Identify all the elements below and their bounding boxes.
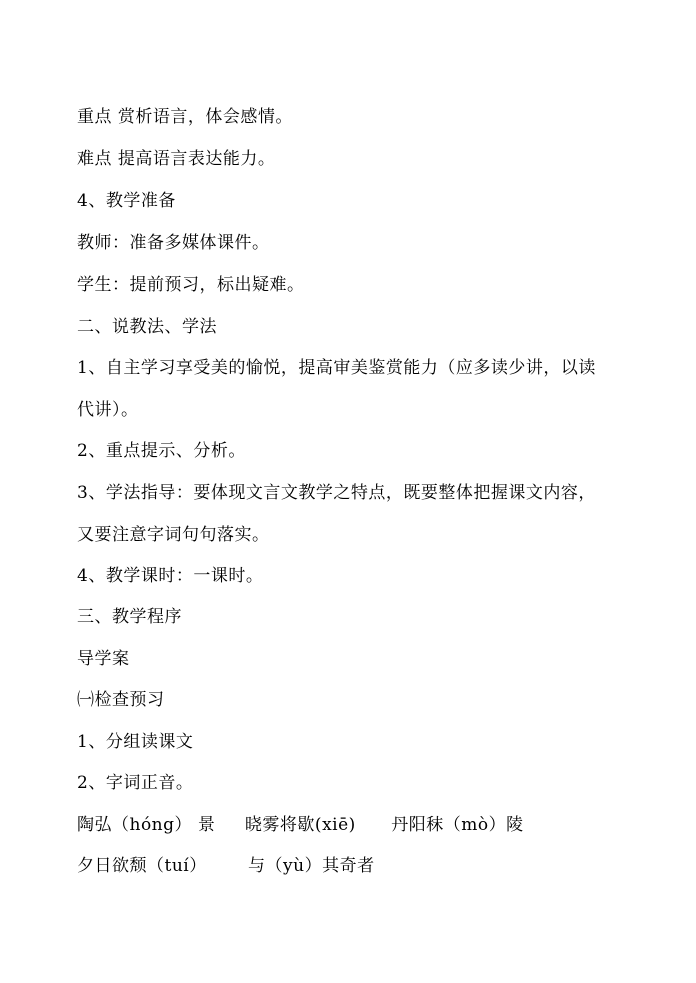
text-line: 二、说教法、学法 (77, 317, 217, 337)
text-line: 陶弘（hóng） 景 晓雾将歇(xiē) 丹阳秣（mò）陵 (77, 815, 524, 835)
text-line: 三、教学程序 (77, 607, 182, 627)
text-line: 2、字词正音。 (77, 773, 194, 793)
text-line: 难点 提高语言表达能力。 (77, 149, 276, 169)
text-line: 2、重点提示、分析。 (77, 441, 246, 461)
text-line: 导学案 (77, 649, 130, 669)
text-line: 重点 赏析语言，体会感情。 (77, 107, 293, 127)
text-line: 4、教学准备 (77, 191, 176, 211)
text-line: 又要注意字词句句落实。 (77, 525, 270, 545)
text-line: 3、学法指导：要体现文言文教学之特点，既要整体把握课文内容， (77, 483, 596, 503)
text-line: 教师：准备多媒体课件。 (77, 233, 270, 253)
text-line: 学生：提前预习，标出疑难。 (77, 275, 305, 295)
text-line: 夕日欲颓（tuí） 与（yù）其奇者 (77, 856, 375, 876)
text-line: 1、自主学习享受美的愉悦，提高审美鉴赏能力（应多读少讲，以读 (77, 358, 596, 378)
text-line: 代讲）。 (77, 400, 139, 420)
text-line: 4、教学课时：一课时。 (77, 566, 264, 586)
text-line: 1、分组读课文 (77, 732, 194, 752)
text-line: ㈠检查预习 (77, 690, 165, 710)
